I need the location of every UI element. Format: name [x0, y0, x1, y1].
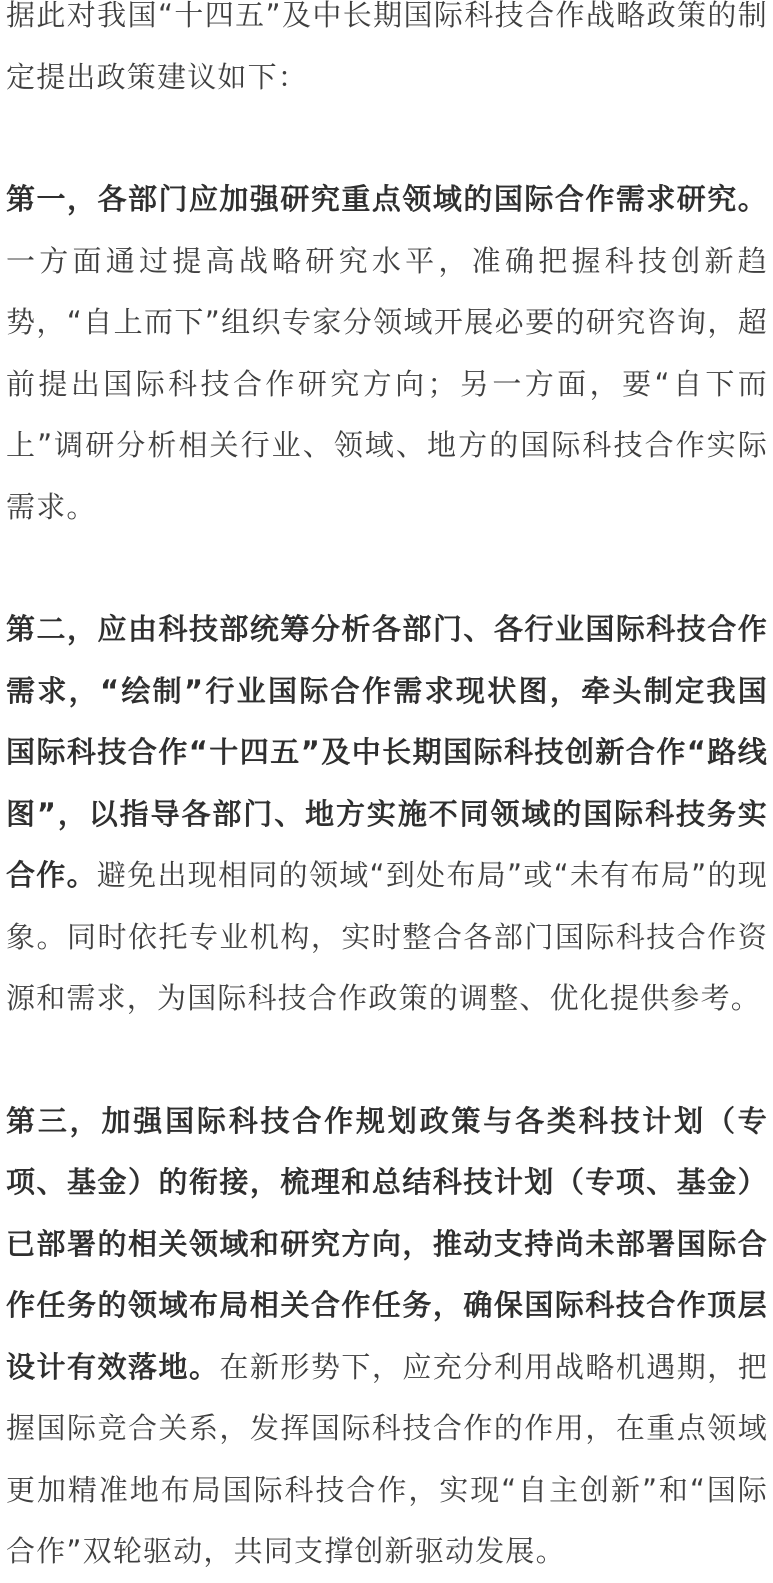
- recommendation-2-body: 避免出现相同的领域“到处布局”或“未有布局”的现象。同时依托专业机构，实时整合各部门国际科技合作资源和需求，为国际科技合作政策的调整、优化提供参考。: [6, 858, 768, 1015]
- intro-paragraph: 据此对我国“十四五”及中长期国际科技合作战略政策的制定提出政策建议如下：: [6, 0, 768, 94]
- recommendation-2: [6, 599, 768, 1030]
- recommendation-3-heading: 第三，加强国际科技合作规划政策与各类科技计划（专项、基金）的衔接，梳理和总结科技计划（专项、基金）已部署的相关领域和研究方向，推动支持尚未部署国际合作任务的领域布局相关合作任务，确保国际科技合作顶层设计有效落地。: [6, 1103, 768, 1384]
- paragraph-gap: [6, 538, 768, 599]
- article-body: [6, 0, 768, 1583]
- recommendation-3: [6, 1091, 768, 1583]
- recommendation-2-heading: 第二，应由科技部统筹分析各部门、各行业国际科技合作需求，“绘制”行业国际合作需求现状图，牵头制定我国国际科技合作“十四五”及中长期国际科技创新合作“路线图”，以指导各部门、地方实施不同领域的国际科技务实合作。: [6, 612, 768, 892]
- recommendation-1-body: 一方面通过提高战略研究水平，准确把握科技创新趋势，“自上而下”组织专家分领域开展必要的研究咨询，超前提出国际科技合作研究方向；另一方面，要“自下而上”调研分析相关行业、领域、地方的国际科技合作实际需求。: [6, 243, 768, 524]
- recommendation-1-heading: 第一，各部门应加强研究重点领域的国际合作需求研究。: [6, 182, 768, 216]
- recommendation-1: [6, 169, 768, 538]
- paragraph-gap: [6, 1030, 768, 1091]
- recommendation-3-body: 在新形势下，应充分利用战略机遇期，把握国际竞合关系，发挥国际科技合作的作用，在重点领域更加精准地布局国际科技合作，实现“自主创新”和“国际合作”双轮驱动，共同支撑创新驱动发展。: [6, 1349, 768, 1568]
- paragraph-gap: [6, 108, 768, 169]
